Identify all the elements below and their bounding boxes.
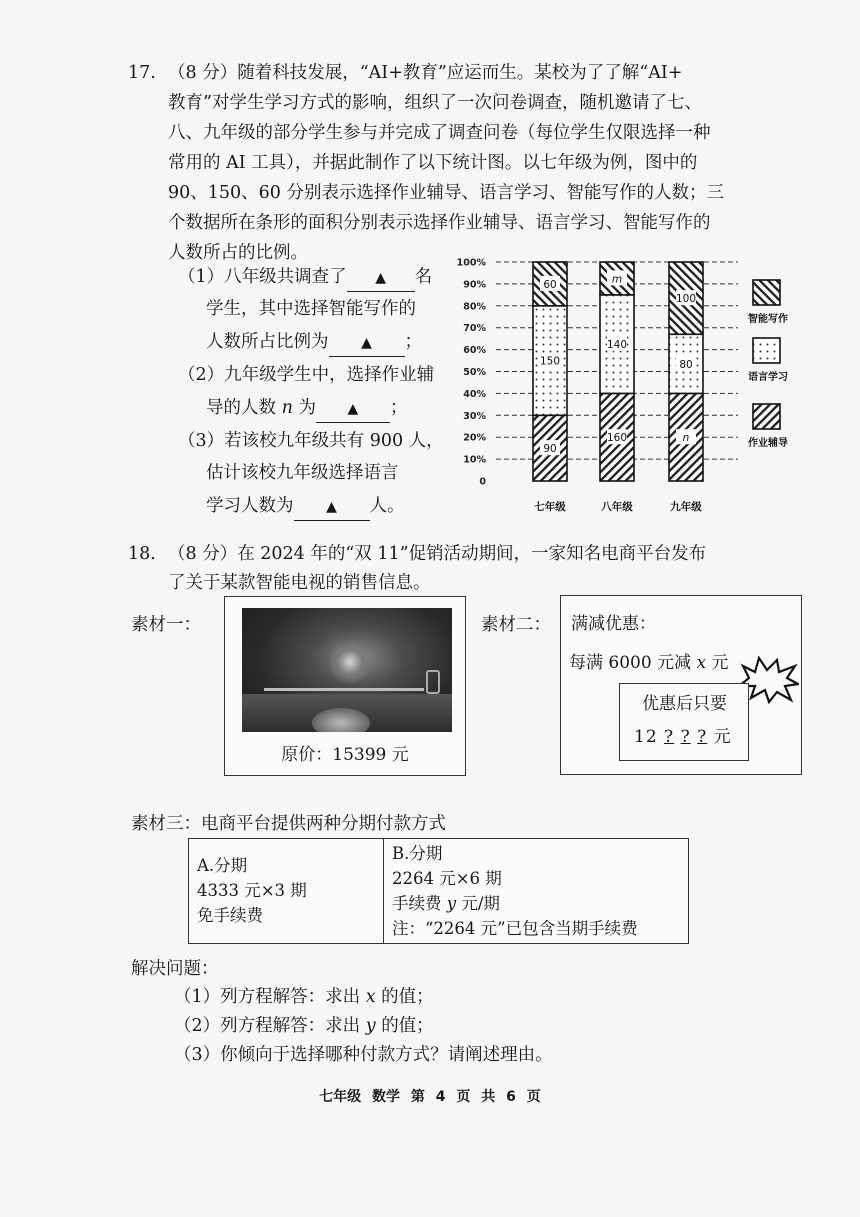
- q17-number: 17.: [128, 63, 156, 83]
- q17-line-6: 个数据所在条形的面积分别表示选择作业辅导、语言学习、智能写作的: [168, 213, 711, 233]
- legend-label: 智能写作: [748, 314, 788, 325]
- q18-number: 18.: [128, 544, 156, 564]
- q17-sub1-line1: [178, 264, 432, 292]
- q17-line-5: 90、150、60 分别表示选择作业辅导、语言学习、智能写作的人数；三: [168, 183, 724, 203]
- blank-mark: ▲: [375, 270, 387, 286]
- solve-q2-a: （2）列方程解答：求出: [174, 1016, 361, 1036]
- y-tick-label: 80%: [463, 301, 486, 313]
- data-label: m: [611, 273, 623, 286]
- material2-rule: [569, 651, 728, 675]
- data-label: 160: [606, 432, 628, 445]
- material1-box: [224, 596, 466, 776]
- hand-object: [312, 708, 370, 732]
- data-label: 100: [675, 293, 697, 306]
- material2-box: [560, 595, 802, 775]
- data-label: 60: [543, 278, 557, 291]
- q17-sub2-line2: [206, 395, 407, 423]
- q17-line-4: 常用的 AI 工具），并据此制作了以下统计图。以七年级为例，图中的: [168, 153, 698, 173]
- material2-title: 满减优惠：: [571, 614, 656, 634]
- option-b-fee-label: 手续费: [392, 894, 442, 913]
- data-label: 90: [543, 443, 557, 456]
- solve-q3: （3）你倾向于选择哪种付款方式？请阐述理由。: [174, 1045, 553, 1065]
- after-price-prefix: 12: [634, 727, 658, 747]
- blank-mark: ▲: [326, 499, 337, 515]
- material2-rule-a: 每满 6000 元减: [569, 653, 692, 673]
- material2-label: 素材二：: [481, 615, 551, 635]
- q17-sub1-blank1[interactable]: [347, 264, 415, 292]
- data-label: 140: [606, 339, 628, 352]
- tv-stand-bar: [264, 688, 424, 691]
- y-tick-label: 50%: [463, 367, 486, 378]
- solve-q1-var-x: x: [365, 987, 376, 1007]
- q17-sub1-text-a: （1）八年级共调查了: [178, 267, 347, 287]
- q17-line-3: 八、九年级的部分学生参与并完成了调查问卷（每位学生仅限选择一种: [168, 123, 711, 143]
- speaker-icon: [426, 670, 440, 694]
- y-tick-label: 10%: [463, 454, 486, 466]
- q17-sub3-text-d: 人。: [369, 496, 405, 516]
- q17-sub1-text-d: 人数所占比例为: [206, 332, 329, 352]
- after-discount-price: [634, 725, 732, 749]
- option-b-fee-unit: 元/期: [461, 894, 500, 913]
- option-b-line1: 2264 元×6 期: [392, 869, 502, 888]
- q17-sub2-line1: （2）九年级学生中，选择作业辅: [178, 365, 435, 385]
- solve-title: 解决问题：: [131, 959, 219, 979]
- q17-line-1: （8 分）随着科技发展，“AI+教育”应运而生。某校为了了解“AI+: [168, 63, 683, 83]
- legend-swatch: [753, 338, 780, 363]
- y-tick-label: 30%: [463, 410, 486, 422]
- legend-label: 语言学习: [748, 372, 788, 383]
- option-a-line2: 免手续费: [197, 906, 263, 925]
- data-label: n: [682, 432, 690, 445]
- solve-q1: [174, 984, 434, 1010]
- unknown-digit-3: ?: [697, 727, 708, 747]
- q18-line-2: 了关于某款智能电视的销售信息。: [168, 573, 431, 593]
- discount-result-box: [619, 683, 749, 761]
- q17-sub2-blank[interactable]: [316, 395, 390, 423]
- q17-sub1-line2: 学生，其中选择智能写作的: [206, 299, 416, 319]
- solve-q2-var-y: y: [365, 1016, 376, 1036]
- q17-line-2: 教育”对学生学习方式的影响，组织了一次问卷调查，随机邀请了七、: [168, 93, 702, 113]
- tv-screen-glow: [330, 638, 370, 686]
- legend-swatch: [753, 404, 780, 429]
- tv-product-image: [242, 608, 452, 732]
- data-label: 150: [539, 355, 561, 368]
- blank-mark: ▲: [347, 401, 359, 417]
- y-tick-label: 60%: [463, 345, 486, 357]
- q17-line-7: 人数所占的比例。: [168, 243, 308, 263]
- material2-var-x: x: [696, 653, 707, 673]
- y-tick-label: 70%: [463, 323, 486, 335]
- q17-sub2-text-b: 导的人数: [206, 398, 276, 418]
- page-footer: 七年级 数学 第 4 页 共 6 页: [319, 1089, 541, 1105]
- payment-option-a: [189, 839, 384, 944]
- blank-mark: ▲: [361, 335, 372, 351]
- q17-sub2-text-d: ；: [389, 398, 408, 418]
- unknown-digit-2: ?: [680, 727, 691, 747]
- solve-q2: [174, 1013, 434, 1039]
- x-category-label: 七年级: [534, 501, 566, 513]
- unknown-digit-1: ?: [664, 727, 675, 747]
- data-label: 80: [679, 358, 693, 371]
- y-tick-label: 100%: [456, 257, 486, 269]
- q17-sub3-text-c: 学习人数为: [206, 496, 294, 516]
- y-tick-label: 90%: [463, 279, 486, 291]
- q18-line-1: （8 分）在 2024 年的“双 11”促销活动期间，一家知名电商平台发布: [168, 544, 707, 564]
- y-tick-label: 20%: [463, 432, 486, 444]
- y-tick-label: 40%: [463, 388, 486, 400]
- option-a-line1: 4333 元×3 期: [197, 881, 307, 900]
- q17-sub3-blank[interactable]: [294, 493, 370, 521]
- solve-q1-a: （1）列方程解答：求出: [174, 987, 361, 1007]
- solve-q2-b: 的值；: [381, 1016, 434, 1036]
- x-category-label: 九年级: [670, 501, 702, 513]
- q17-sub1-line3: [206, 329, 422, 357]
- legend-swatch: [753, 280, 780, 305]
- payment-option-b: [384, 839, 689, 944]
- option-b-line2: [392, 891, 680, 916]
- y-tick-label: 0: [479, 476, 486, 488]
- stacked-bar-chart: [456, 250, 812, 522]
- payment-options-table: [188, 838, 689, 944]
- x-category-label: 八年级: [601, 501, 633, 513]
- option-b-note: 注：“2264 元”已包含当期手续费: [392, 919, 638, 938]
- q17-sub3-line2: 估计该校九年级选择语言: [206, 463, 399, 483]
- q17-sub2-text-c: 为: [298, 398, 316, 418]
- after-discount-title: 优惠后只要: [642, 694, 727, 714]
- q17-sub1-text-b: 名: [414, 267, 433, 287]
- option-b-title: B.分期: [392, 844, 443, 863]
- option-a-title: A.分期: [197, 856, 248, 875]
- solve-q1-b: 的值；: [381, 987, 434, 1007]
- option-b-var-y: y: [446, 894, 457, 913]
- q17-sub3-line3: [206, 493, 405, 521]
- after-price-suffix: 元: [713, 727, 732, 747]
- material1-label: 素材一：: [131, 615, 201, 635]
- q17-sub1-text-e: ；: [404, 332, 422, 352]
- q17-sub2-var-n: n: [281, 398, 293, 418]
- material1-price: 原价：15399 元: [281, 745, 409, 765]
- legend-label: 作业辅导: [748, 438, 788, 449]
- material2-rule-b: 元: [711, 653, 729, 673]
- material3-label: 素材三：电商平台提供两种分期付款方式: [131, 814, 446, 834]
- q17-sub3-line1: （3）若该校九年级共有 900 人，: [178, 431, 444, 451]
- q17-sub1-blank2[interactable]: [329, 329, 405, 357]
